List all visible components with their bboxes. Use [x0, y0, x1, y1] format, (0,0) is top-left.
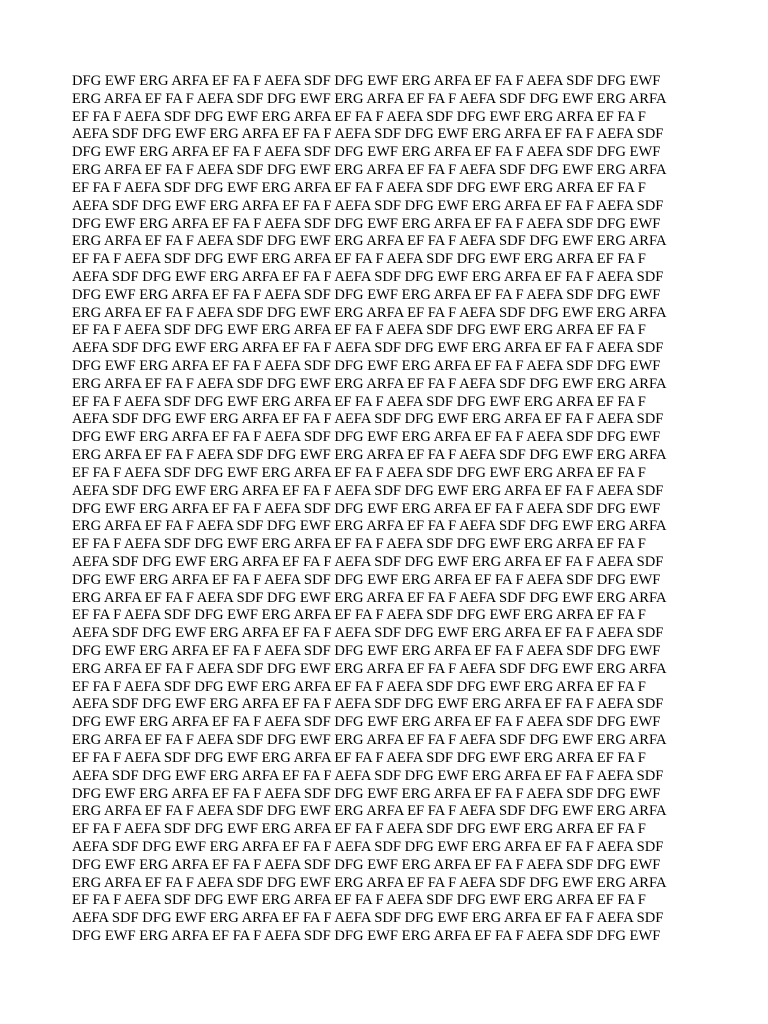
text-line: EF FA F AEFA SDF DFG EWF ERG ARFA EF FA F AEFA SDF DFG EWF ERG ARFA EF FA F: [72, 322, 646, 339]
text-line: ERG ARFA EF FA F AEFA SDF DFG EWF ERG ARFA EF FA F AEFA SDF DFG EWF ERG ARFA: [72, 162, 667, 179]
text-line: AEFA SDF DFG EWF ERG ARFA EF FA F AEFA SDF DFG EWF ERG ARFA EF FA F AEFA SDF: [72, 482, 664, 499]
body-text: [72, 73, 692, 946]
text-line: DFG EWF ERG ARFA EF FA F AEFA SDF DFG EWF ERG ARFA EF FA F AEFA SDF DFG EWF: [72, 714, 661, 731]
text-line: DFG EWF ERG ARFA EF FA F AEFA SDF DFG EWF ERG ARFA EF FA F AEFA SDF DFG EWF: [72, 643, 661, 659]
text-line: DFG EWF ERG ARFA EF FA F AEFA SDF DFG EWF ERG ARFA EF FA F AEFA SDF DFG EWF: [72, 571, 661, 588]
text-line: EF FA F AEFA SDF DFG EWF ERG ARFA EF FA F AEFA SDF DFG EWF ERG ARFA EF FA F: [72, 179, 646, 196]
text-line: EF FA F AEFA SDF DFG EWF ERG ARFA EF FA F AEFA SDF DFG EWF ERG ARFA EF FA F: [72, 607, 646, 624]
text-line: EF FA F AEFA SDF DFG EWF ERG ARFA EF FA F AEFA SDF DFG EWF ERG ARFA EF FA F: [72, 108, 646, 125]
text-line: ERG ARFA EF FA F AEFA SDF DFG EWF ERG ARFA EF FA F AEFA SDF DFG EWF ERG ARFA: [72, 660, 667, 677]
text-line: ERG ARFA EF FA F AEFA SDF DFG EWF ERG ARFA EF FA F AEFA SDF DFG EWF ERG ARFA: [72, 874, 667, 891]
text-line: EF FA F AEFA SDF DFG EWF ERG ARFA EF FA F AEFA SDF DFG EWF ERG ARFA EF FA F: [72, 464, 646, 481]
text-line: EF FA F AEFA SDF DFG EWF ERG ARFA EF FA F AEFA SDF DFG EWF ERG ARFA EF FA F: [72, 536, 646, 553]
text-line: DFG EWF ERG ARFA EF FA F AEFA SDF DFG EWF ERG ARFA EF FA F AEFA SDF DFG EWF: [72, 928, 661, 944]
text-line: ERG ARFA EF FA F AEFA SDF DFG EWF ERG ARFA EF FA F AEFA SDF DFG EWF ERG ARFA: [72, 732, 667, 749]
text-line: AEFA SDF DFG EWF ERG ARFA EF FA F AEFA SDF DFG EWF ERG ARFA EF FA F AEFA SDF: [72, 553, 664, 570]
text-line: DFG EWF ERG ARFA EF FA F AEFA SDF DFG EWF ERG ARFA EF FA F AEFA SDF DFG EWF: [72, 500, 661, 517]
text-line: EF FA F AEFA SDF DFG EWF ERG ARFA EF FA F AEFA SDF DFG EWF ERG ARFA EF FA F: [72, 678, 646, 695]
text-line: DFG EWF ERG ARFA EF FA F AEFA SDF DFG EWF ERG ARFA EF FA F AEFA SDF DFG EWF: [72, 73, 661, 89]
text-line: ERG ARFA EF FA F AEFA SDF DFG EWF ERG ARFA EF FA F AEFA SDF DFG EWF ERG ARFA: [72, 589, 667, 606]
text-line: ERG ARFA EF FA F AEFA SDF DFG EWF ERG ARFA EF FA F AEFA SDF DFG EWF ERG ARFA: [72, 518, 667, 535]
text-line: ERG ARFA EF FA F AEFA SDF DFG EWF ERG ARFA EF FA F AEFA SDF DFG EWF ERG ARFA: [72, 447, 667, 464]
text-line: AEFA SDF DFG EWF ERG ARFA EF FA F AEFA SDF DFG EWF ERG ARFA EF FA F AEFA SDF: [72, 340, 664, 357]
text-line: ERG ARFA EF FA F AEFA SDF DFG EWF ERG ARFA EF FA F AEFA SDF DFG EWF ERG ARFA: [72, 233, 667, 250]
text-line: DFG EWF ERG ARFA EF FA F AEFA SDF DFG EWF ERG ARFA EF FA F AEFA SDF DFG EWF: [72, 785, 661, 802]
text-line: EF FA F AEFA SDF DFG EWF ERG ARFA EF FA F AEFA SDF DFG EWF ERG ARFA EF FA F: [72, 892, 646, 909]
text-line: DFG EWF ERG ARFA EF FA F AEFA SDF DFG EWF ERG ARFA EF FA F AEFA SDF DFG EWF: [72, 358, 661, 374]
text-line: AEFA SDF DFG EWF ERG ARFA EF FA F AEFA SDF DFG EWF ERG ARFA EF FA F AEFA SDF: [72, 910, 664, 927]
text-line: AEFA SDF DFG EWF ERG ARFA EF FA F AEFA SDF DFG EWF ERG ARFA EF FA F AEFA SDF: [72, 838, 664, 855]
text-line: EF FA F AEFA SDF DFG EWF ERG ARFA EF FA F AEFA SDF DFG EWF ERG ARFA EF FA F: [72, 251, 646, 268]
text-line: EF FA F AEFA SDF DFG EWF ERG ARFA EF FA F AEFA SDF DFG EWF ERG ARFA EF FA F: [72, 393, 646, 410]
text-line: DFG EWF ERG ARFA EF FA F AEFA SDF DFG EWF ERG ARFA EF FA F AEFA SDF DFG EWF: [72, 429, 661, 446]
text-line: AEFA SDF DFG EWF ERG ARFA EF FA F AEFA SDF DFG EWF ERG ARFA EF FA F AEFA SDF: [72, 767, 664, 784]
text-line: ERG ARFA EF FA F AEFA SDF DFG EWF ERG ARFA EF FA F AEFA SDF DFG EWF ERG ARFA: [72, 90, 667, 107]
text-line: ERG ARFA EF FA F AEFA SDF DFG EWF ERG ARFA EF FA F AEFA SDF DFG EWF ERG ARFA: [72, 803, 667, 820]
text-line: DFG EWF ERG ARFA EF FA F AEFA SDF DFG EWF ERG ARFA EF FA F AEFA SDF DFG EWF: [72, 215, 661, 232]
text-line: AEFA SDF DFG EWF ERG ARFA EF FA F AEFA SDF DFG EWF ERG ARFA EF FA F AEFA SDF: [72, 268, 664, 285]
text-line: EF FA F AEFA SDF DFG EWF ERG ARFA EF FA F AEFA SDF DFG EWF ERG ARFA EF FA F: [72, 749, 646, 766]
text-line: AEFA SDF DFG EWF ERG ARFA EF FA F AEFA SDF DFG EWF ERG ARFA EF FA F AEFA SDF: [72, 197, 664, 214]
text-line: DFG EWF ERG ARFA EF FA F AEFA SDF DFG EWF ERG ARFA EF FA F AEFA SDF DFG EWF: [72, 144, 661, 161]
text-line: ERG ARFA EF FA F AEFA SDF DFG EWF ERG ARFA EF FA F AEFA SDF DFG EWF ERG ARFA: [72, 304, 667, 321]
text-line: EF FA F AEFA SDF DFG EWF ERG ARFA EF FA F AEFA SDF DFG EWF ERG ARFA EF FA F: [72, 821, 646, 838]
text-line: ERG ARFA EF FA F AEFA SDF DFG EWF ERG ARFA EF FA F AEFA SDF DFG EWF ERG ARFA: [72, 375, 667, 392]
text-line: AEFA SDF DFG EWF ERG ARFA EF FA F AEFA SDF DFG EWF ERG ARFA EF FA F AEFA SDF: [72, 625, 664, 642]
text-line: DFG EWF ERG ARFA EF FA F AEFA SDF DFG EWF ERG ARFA EF FA F AEFA SDF DFG EWF: [72, 856, 661, 873]
text-line: AEFA SDF DFG EWF ERG ARFA EF FA F AEFA SDF DFG EWF ERG ARFA EF FA F AEFA SDF: [72, 126, 664, 143]
text-line: AEFA SDF DFG EWF ERG ARFA EF FA F AEFA SDF DFG EWF ERG ARFA EF FA F AEFA SDF: [72, 411, 664, 428]
text-line: DFG EWF ERG ARFA EF FA F AEFA SDF DFG EWF ERG ARFA EF FA F AEFA SDF DFG EWF: [72, 286, 661, 303]
text-line: AEFA SDF DFG EWF ERG ARFA EF FA F AEFA SDF DFG EWF ERG ARFA EF FA F AEFA SDF: [72, 696, 664, 713]
